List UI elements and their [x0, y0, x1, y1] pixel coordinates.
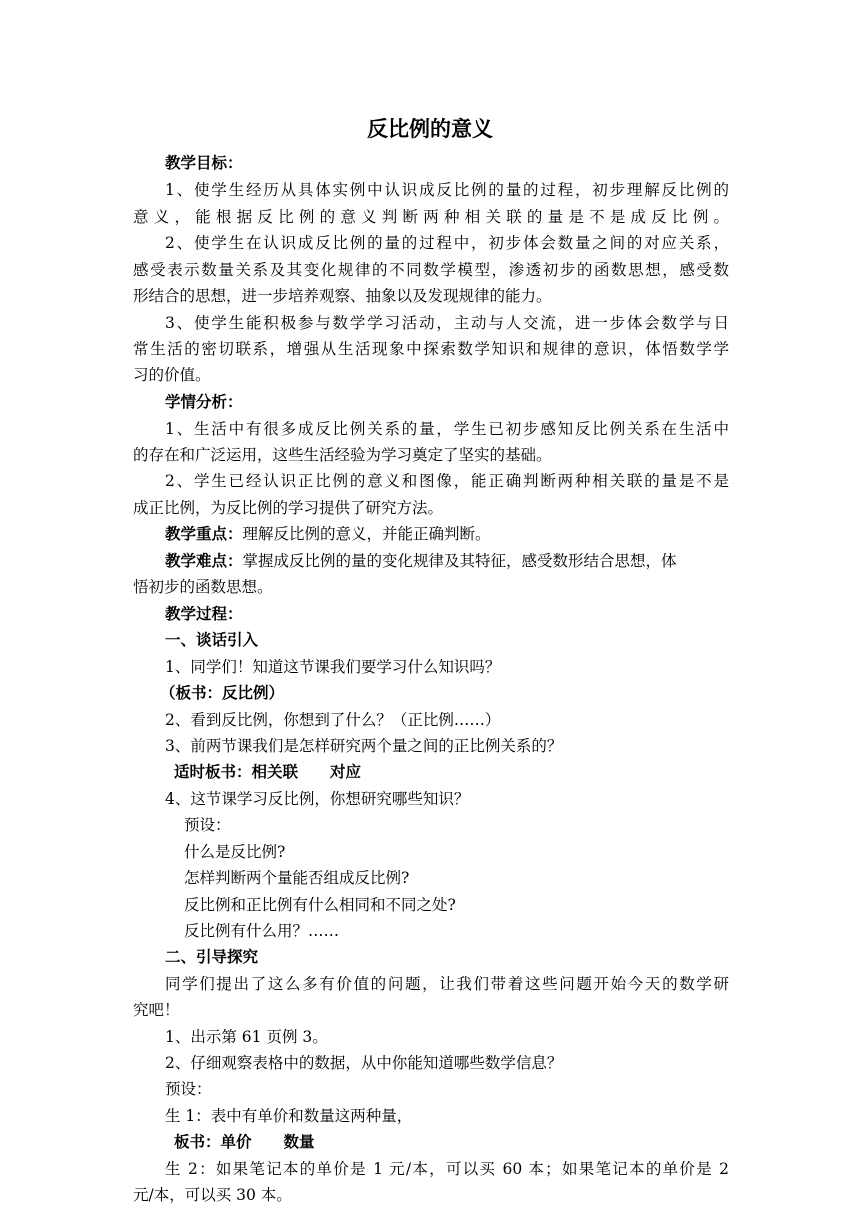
- board-note-1: （板书：反比例）: [160, 683, 285, 702]
- objective-3-line-3: 习的价值。: [133, 366, 211, 384]
- board-note-2: [174, 761, 361, 783]
- objective-2-line-2: 感受表示数量关系及其变化规律的不同数学模型，渗透初步的函数思想，感受数: [133, 261, 729, 279]
- section-2-step-2: 2、仔细观察表格中的数据，从中你能知道哪些数学信息？: [165, 1054, 563, 1072]
- section-1-question-1: 1、同学们！知道这节课我们要学习什么知识吗？: [165, 658, 501, 676]
- section-2-step-1: 1、出示第 61 页例 3。: [165, 1028, 328, 1046]
- section-1-preset: 预设：: [184, 816, 231, 834]
- objective-1-line-1: 1、使学生经历从具体实例中认识成反比例的量的过程，初步理解反比例的: [165, 181, 729, 199]
- board-note-3-label: 板书：单价: [174, 1132, 252, 1151]
- analysis-2-line-1: 2、学生已经认识正比例的意义和图像，能正确判断两种相关联的量是不是: [165, 472, 729, 490]
- difficulty-label: 教学难点：: [165, 551, 243, 570]
- analysis-1-line-2: 的存在和广泛运用，这些生活经验为学习奠定了坚实的基础。: [133, 446, 552, 464]
- document-title: 反比例的意义: [367, 117, 493, 141]
- section-2-intro-line-1: 同学们提出了这么多有价值的问题，让我们带着这些问题开始今天的数学研: [165, 975, 729, 993]
- section-1-heading: 一、谈话引入: [165, 630, 259, 649]
- board-note-2-item: 对应: [330, 762, 362, 781]
- board-note-3: [174, 1131, 315, 1153]
- section-2-heading: 二、引导探究: [165, 947, 259, 966]
- objective-1-line-2: 意义，能根据反比例的意义判断两种相关联的量是不是成反比例。: [133, 208, 729, 226]
- objective-3-line-1: 3、使学生能积极参与数学学习活动，主动与人交流，进一步体会数学与日: [165, 314, 729, 332]
- idea-1: 什么是反比例?: [184, 843, 286, 861]
- analysis-2-line-2: 成正比例，为反比例的学习提供了研究方法。: [133, 499, 444, 517]
- objective-2-line-1: 2、使学生在认识成反比例的量的过程中，初步体会数量之间的对应关系，: [165, 234, 729, 252]
- section-1-question-3: 3、前两节课我们是怎样研究两个量之间的正比例关系的？: [165, 737, 563, 755]
- key-point-label: 教学重点：: [165, 524, 243, 543]
- idea-3: 反比例和正比例有什么相同和不同之处?: [184, 896, 456, 914]
- student-2-answer-line-2: 元/本，可以买 30 本。: [133, 1186, 292, 1204]
- board-note-3-item: 数量: [283, 1132, 315, 1151]
- section-1-question-4: 4、这节课学习反比例，你想研究哪些知识？: [165, 790, 470, 808]
- section-2-intro-line-2: 究吧！: [133, 1001, 180, 1019]
- student-2-answer-line-1: 生 2：如果笔记本的单价是 1 元/本，可以买 60 本；如果笔记本的单价是 2: [165, 1160, 729, 1178]
- student-1-answer: 生 1：表中有单价和数量这两种量，: [165, 1107, 413, 1125]
- section-2-preset: 预设：: [165, 1080, 212, 1098]
- section-1-question-2: 2、看到反比例，你想到了什么？（正比例……）: [165, 711, 501, 729]
- difficulty-text-1: 掌握成反比例的量的变化规律及其特征，感受数形结合思想，体: [242, 552, 677, 570]
- idea-2: 怎样判断两个量能否组成反比例?: [184, 869, 410, 887]
- objective-2-line-3: 形结合的思想，进一步培养观察、抽象以及发现规律的能力。: [133, 287, 552, 305]
- idea-4: 反比例有什么用？……: [184, 922, 340, 940]
- analysis-1-line-1: 1、生活中有很多成反比例关系的量，学生已初步感知反比例关系在生活中: [165, 420, 729, 438]
- difficulty-line-2: 悟初步的函数思想。: [133, 578, 273, 596]
- board-note-2-label: 适时板书：相关联: [174, 762, 299, 781]
- objectives-heading: 教学目标：: [165, 153, 243, 172]
- key-point-text: 理解反比例的意义，并能正确判断。: [242, 525, 491, 543]
- key-point: [165, 523, 491, 545]
- process-heading: 教学过程：: [165, 604, 243, 623]
- difficulty-line-1: [165, 550, 729, 572]
- objective-3-line-2: 常生活的密切联系，增强从生活现象中探索数学知识和规律的意识，体悟数学学: [133, 340, 729, 358]
- analysis-heading: 学情分析：: [165, 392, 243, 411]
